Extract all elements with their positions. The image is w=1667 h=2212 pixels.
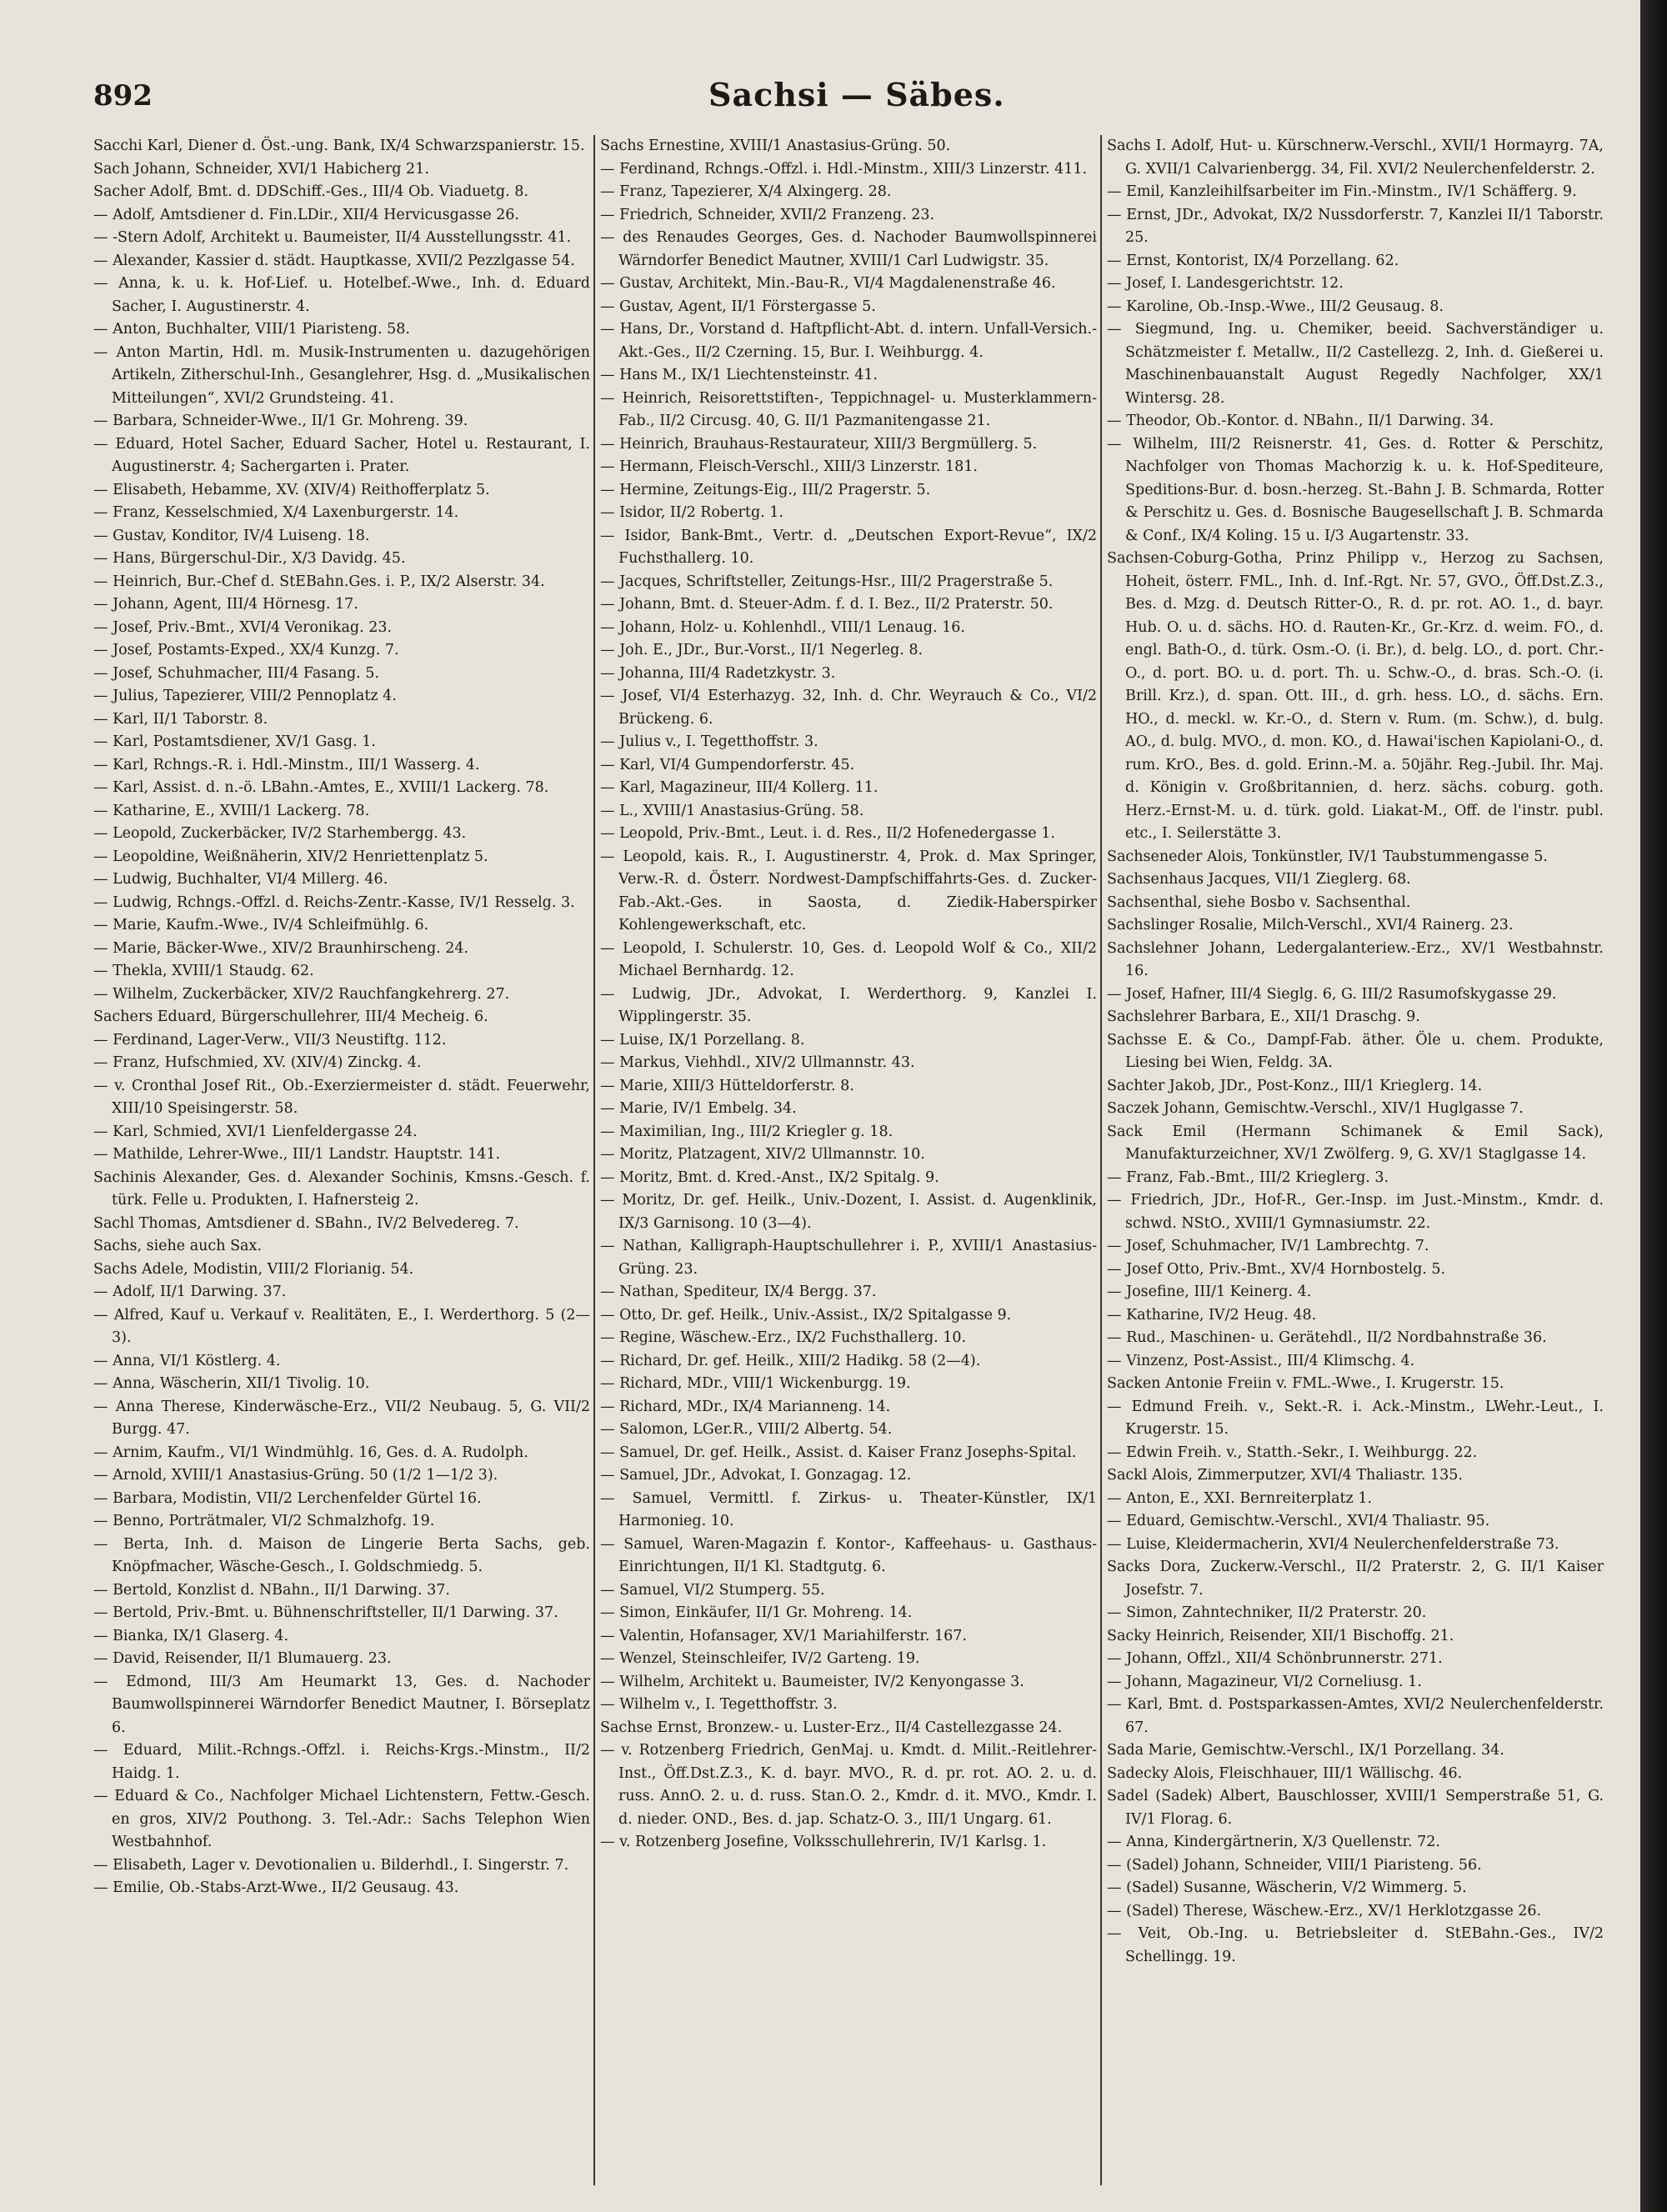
directory-entry: — Bianka, IX/1 Glaserg. 4. — [93, 1627, 289, 1644]
directory-entry: — Berta, Inh. d. Maison de Lingerie Berta Sachs, geb. Knöpfmacher, Wäsche-Gesch., I. Goldschmiedg. 5. — [93, 1535, 590, 1575]
directory-entry: — Karl, Rchngs.-R. i. Hdl.-Minstm., III/1 Wasserg. 4. — [93, 756, 480, 773]
directory-entry: — Ludwig, JDr., Advokat, I. Werderthorg. 9, Kanzlei I. Wipplingerstr. 35. — [600, 985, 1097, 1025]
directory-entry: — Nathan, Kalligraph-Hauptschullehrer i. P., XVIII/1 Anastasius-Grüng. 23. — [600, 1238, 1097, 1278]
directory-entry: — David, Reisender, II/1 Blumauerg. 23. — [93, 1650, 392, 1667]
directory-entry: — Bertold, Priv.-Bmt. u. Bühnenschriftsteller, II/1 Darwing. 37. — [93, 1604, 558, 1621]
directory-entry: — Anna Therese, Kinderwäsche-Erz., VII/2 Neubaug. 5, G. VII/2 Burgg. 47. — [93, 1398, 590, 1438]
directory-entry: — Gustav, Architekt, Min.-Bau-R., VI/4 Magdalenenstraße 46. — [600, 275, 1056, 292]
column-divider — [1100, 135, 1102, 2185]
directory-entry: — Marie, IV/1 Embelg. 34. — [600, 1100, 797, 1117]
page-header — [0, 76, 1640, 129]
directory-entry: — Leopold, kais. R., I. Augustinerstr. 4, Prok. d. Max Springer, Verw.-R. d. Österr. Nordwest-Dampfschiffahrts-Ges. d. Zucker-Fab.-Akt.-Ges. in Saosta, d. Ziedik-Haberspirker Kohlengewerkschaft, etc. — [600, 848, 1097, 933]
directory-entry: — Hermine, Zeitungs-Eig., III/2 Pragerstr. 5. — [600, 481, 931, 498]
directory-entry: — Hans, Dr., Vorstand d. Haftpflicht-Abt. d. intern. Unfall-Versich.-Akt.-Ges., II/2 Czerning. 15, Bur. I. Weihburgg. 4. — [600, 321, 1097, 361]
directory-entry: Saczek Johann, Gemischtw.-Verschl., XIV/1 Huglgasse 7. — [1107, 1100, 1524, 1117]
column-divider — [593, 135, 595, 2185]
directory-entry: — Ferdinand, Lager-Verw., VII/3 Neustiftg. 112. — [93, 1031, 447, 1048]
directory-entry: Sachslehner Johann, Ledergalanteriew.-Erz., XV/1 Westbahnstr. 16. — [1107, 939, 1604, 979]
directory-entry: — Alfred, Kauf u. Verkauf v. Realitäten, E., I. Werderthorg. 5 (2—3). — [93, 1306, 590, 1346]
directory-entry: — Katharine, E., XVIII/1 Lackerg. 78. — [93, 802, 370, 819]
directory-entry: — Moritz, Bmt. d. Kred.-Anst., IX/2 Spitalg. 9. — [600, 1169, 939, 1186]
directory-entry: — Anna, Kindergärtnerin, X/3 Quellenstr. 72. — [1107, 1834, 1440, 1850]
directory-entry: Sada Marie, Gemischtw.-Verschl., IX/1 Porzellang. 34. — [1107, 1742, 1504, 1759]
directory-entry: — Johann, Agent, III/4 Hörnesg. 17. — [93, 596, 358, 613]
page-number: 892 — [93, 79, 153, 113]
directory-entry: — -Stern Adolf, Architekt u. Baumeister, II/4 Ausstellungsstr. 41. — [93, 229, 572, 246]
directory-entry: — Richard, Dr. gef. Heilk., XIII/2 Hadikg. 58 (2—4). — [600, 1352, 981, 1369]
directory-entry: — Nathan, Spediteur, IX/4 Bergg. 37. — [600, 1284, 877, 1300]
directory-entry: — Simon, Einkäufer, II/1 Gr. Mohreng. 14. — [600, 1604, 913, 1621]
directory-entry: — (Sadel) Susanne, Wäscherin, V/2 Wimmerg. 5. — [1107, 1879, 1467, 1896]
column-3 — [1107, 135, 1604, 2194]
column-2 — [600, 135, 1097, 2194]
directory-entry: — Johann, Magazineur, VI/2 Corneliusg. 1. — [1107, 1673, 1422, 1690]
directory-entry: — Adolf, II/1 Darwing. 37. — [93, 1284, 287, 1300]
directory-entry: — Johann, Offzl., XII/4 Schönbrunnerstr. 271. — [1107, 1650, 1443, 1667]
directory-entry: — Wilhelm v., I. Tegetthoffstr. 3. — [600, 1696, 838, 1713]
directory-entry: — (Sadel) Therese, Wäschew.-Erz., XV/1 Herklotzgasse 26. — [1107, 1902, 1542, 1919]
directory-entry: — Arnold, XVIII/1 Anastasius-Grüng. 50 (1/2 1—1/2 3). — [93, 1467, 498, 1484]
directory-entry: — Veit, Ob.-Ing. u. Betriebsleiter d. StEBahn.-Ges., IV/2 Schellingg. 19. — [1107, 1925, 1604, 1965]
directory-entry: — Josef Otto, Priv.-Bmt., XV/4 Hornbostelg. 5. — [1107, 1260, 1446, 1278]
directory-entry: Sacchi Karl, Diener d. Öst.-ung. Bank, IX/4 Schwarzspanierstr. 15. — [93, 138, 585, 154]
directory-entry: — Samuel, Dr. gef. Heilk., Assist. d. Kaiser Franz Josephs-Spital. — [600, 1444, 1077, 1461]
running-head: Sachsi — Säbes. — [708, 76, 1005, 113]
directory-entry: — Josef, Postamts-Exped., XX/4 Kunzg. 7. — [93, 642, 399, 658]
directory-entry: — Josef, Hafner, III/4 Sieglg. 6, G. III/2 Rasumofskygasse 29. — [1107, 985, 1557, 1003]
directory-entry: — Richard, MDr., VIII/1 Wickenburgg. 19. — [600, 1375, 911, 1392]
directory-entry: Sachl Thomas, Amtsdiener d. SBahn., IV/2 Belvedereg. 7. — [93, 1214, 519, 1232]
directory-entry: — Otto, Dr. gef. Heilk., Univ.-Assist., IX/2 Spitalgasse 9. — [600, 1306, 1012, 1324]
directory-entry: — Samuel, Vermittl. f. Zirkus- u. Theater-Künstler, IX/1 Harmonieg. 10. — [600, 1489, 1097, 1529]
directory-entry: — Ludwig, Rchngs.-Offzl. d. Reichs-Zentr.-Kasse, IV/1 Resselg. 3. — [93, 893, 575, 911]
directory-entry: Sachs I. Adolf, Hut- u. Kürschnerw.-Verschl., XVII/1 Hormayrg. 7A, G. XVII/1 Calvarienbergg. 34, Fil. XVI/2 Neulerchenfelderstr. 2. — [1107, 138, 1604, 178]
directory-entry: — Leopoldine, Weißnäherin, XIV/2 Henriettenplatz 5. — [93, 848, 488, 865]
directory-entry: — Karl, VI/4 Gumpendorferstr. 45. — [600, 756, 855, 773]
directory-entry: — Wilhelm, Zuckerbäcker, XIV/2 Rauchfangkehrerg. 27. — [93, 985, 510, 1003]
directory-entry: — Bertold, Konzlist d. NBahn., II/1 Darwing. 37. — [93, 1581, 450, 1599]
directory-entry: — Thekla, XVIII/1 Staudg. 62. — [93, 963, 314, 979]
directory-entry: — Elisabeth, Hebamme, XV. (XIV/4) Reithofferplatz 5. — [93, 481, 490, 498]
directory-entry: — Ernst, Kontorist, IX/4 Porzellang. 62. — [1107, 252, 1399, 269]
directory-entry: — Johanna, III/4 Radetzkystr. 3. — [600, 664, 836, 682]
directory-entry: Sackl Alois, Zimmerputzer, XVI/4 Thaliastr. 135. — [1107, 1467, 1463, 1484]
directory-entry: — Emil, Kanzleihilfsarbeiter im Fin.-Minstm., IV/1 Schäfferg. 9. — [1107, 183, 1577, 200]
directory-entry: — Arnim, Kaufm., VI/1 Windmühlg. 16, Ges. d. A. Rudolph. — [93, 1444, 528, 1461]
directory-entry: — Karl, II/1 Taborstr. 8. — [93, 710, 268, 728]
directory-entry: — Karl, Schmied, XVI/1 Lienfeldergasse 24. — [93, 1123, 418, 1140]
directory-entry: — Josef, I. Landesgerichtstr. 12. — [1107, 275, 1344, 292]
directory-entry: — Samuel, JDr., Advokat, I. Gonzagag. 12. — [600, 1467, 912, 1484]
directory-entry: Sach Johann, Schneider, XVI/1 Habicherg 21. — [93, 160, 429, 178]
directory-entry: — Maximilian, Ing., III/2 Kriegler g. 18. — [600, 1123, 894, 1140]
directory-entry: — Friedrich, Schneider, XVII/2 Franzeng. 23. — [600, 206, 935, 223]
directory-entry: — Josef, Schuhmacher, III/4 Fasang. 5. — [93, 664, 379, 682]
directory-entry: — Isidor, Bank-Bmt., Vertr. d. „Deutschen Export-Revue“, IX/2 Fuchsthallerg. 10. — [600, 527, 1097, 567]
directory-entry: — Heinrich, Reisorettstiften-, Teppichnagel- u. Musterklammern-Fab., II/2 Circusg. 40, G. II/1 Pazmanitengasse 21. — [600, 389, 1097, 429]
directory-entry: — Josefine, III/1 Keinerg. 4. — [1107, 1284, 1312, 1300]
directory-entry: — Anton, Buchhalter, VIII/1 Piaristeng. 58. — [93, 321, 410, 338]
directory-entry: — Karoline, Ob.-Insp.-Wwe., III/2 Geusaug. 8. — [1107, 298, 1444, 315]
directory-entry: — v. Cronthal Josef Rit., Ob.-Exerziermeister d. städt. Feuerwehr, XIII/10 Speisingerstr. 58. — [93, 1077, 590, 1117]
directory-entry: — Eduard, Gemischtw.-Verschl., XVI/4 Thaliastr. 95. — [1107, 1513, 1490, 1529]
directory-entry: — Siegmund, Ing. u. Chemiker, beeid. Sachverständiger u. Schätzmeister f. Metallw., II/2 Castellezg. 2, Inh. d. Gießerei u. Maschinenbauanstalt August Regedly Nachfolger, XX/1 Wintersg. 28. — [1107, 321, 1604, 407]
directory-entry: Sachsen-Coburg-Gotha, Prinz Philipp v., Herzog zu Sachsen, Hoheit, österr. FML., Inh. d. Inf.-Rgt. Nr. 57, GVO., Öff.Dst.Z.3., Bes. d. Mzg. d. Deutsch Ritter-O., R. d. pr. rot. AO. 1., d. bayr. Hub. O. u. d. sächs. HO. d. Rauten-Kr., Gr.-Krz. d. weim. FO., d. engl. Bath-O., d. türk. Osm.-O. (i. Br.), d. belg. LO., d. port. Chr.-O., d. port. BO. u. d. port. Th. u. Schw.-O., d. bras. Sch.-O. (i. Brill. Krz.), d. span. Ott. III., d. grh. hess. LO., d. sächs. Ern. HO., d. meckl. w. Kr.-O., d. Stern v. Rum. (m. Schw.), d. bulg. AO., d. bulg. MVO., d. mon. KO., d. Hawai'ischen Kapiolani-O., d. rum. KrO., Bes. d. gold. Erinn.-M. a. 50jähr. Reg.-Jubil. Ihr. Maj. d. Königin v. Großbritannien, d. herz. sächs. coburg. goth. Herz.-Ernst-M. u. d. türk. gold. Liakat-M., Off. de l'instr. publ. etc., I. Seilerstätte 3. — [1107, 550, 1604, 842]
directory-entry: Sacks Dora, Zuckerw.-Verschl., II/2 Praterstr. 2, G. II/1 Kaiser Josefstr. 7. — [1107, 1559, 1604, 1599]
directory-entry: Sachs, siehe auch Sax. — [93, 1238, 262, 1254]
directory-entry: — Luise, IX/1 Porzellang. 8. — [600, 1031, 805, 1048]
directory-entry: — Alexander, Kassier d. städt. Hauptkasse, XVII/2 Pezzlgasse 54. — [93, 252, 575, 269]
directory-entry: Sachinis Alexander, Ges. d. Alexander Sochinis, Kmsns.-Gesch. f. türk. Felle u. Produkten, I. Hafnersteig 2. — [93, 1169, 590, 1209]
directory-entry: — Leopold, Priv.-Bmt., Leut. i. d. Res., II/2 Hofenedergasse 1. — [600, 825, 1055, 842]
directory-entry: — Gustav, Konditor, IV/4 Luiseng. 18. — [93, 527, 370, 544]
directory-entry: — Franz, Tapezierer, X/4 Alxingerg. 28. — [600, 183, 892, 200]
directory-entry: — Hans M., IX/1 Liechtensteinstr. 41. — [600, 367, 879, 383]
directory-entry: — Theodor, Ob.-Kontor. d. NBahn., II/1 Darwing. 34. — [1107, 413, 1494, 429]
directory-entry: — Karl, Assist. d. n.-ö. LBahn.-Amtes, E., XVIII/1 Lackerg. 78. — [93, 779, 549, 796]
directory-entry: — Vinzenz, Post-Assist., III/4 Klimschg. 4. — [1107, 1352, 1415, 1369]
directory-entry: Sachslinger Rosalie, Milch-Verschl., XVI/4 Rainerg. 23. — [1107, 917, 1514, 933]
directory-entry: — Benno, Porträtmaler, VI/2 Schmalzhofg. 19. — [93, 1513, 435, 1529]
directory-entry: — (Sadel) Johann, Schneider, VIII/1 Piaristeng. 56. — [1107, 1856, 1482, 1874]
directory-entry: Sacken Antonie Freiin v. FML.-Wwe., I. Krugerstr. 15. — [1107, 1375, 1504, 1392]
directory-entry: — Franz, Hufschmied, XV. (XIV/4) Zinckg. 4. — [93, 1054, 422, 1071]
directory-entry: — Josef, Schuhmacher, IV/1 Lambrechtg. 7. — [1107, 1238, 1429, 1254]
directory-entry: — Richard, MDr., IX/4 Marianneng. 14. — [600, 1398, 891, 1415]
directory-entry: — Wenzel, Steinschleifer, IV/2 Garteng. 19. — [600, 1650, 920, 1667]
directory-entry: Sadel (Sadek) Albert, Bauschlosser, XVIII/1 Semperstraße 51, G. IV/1 Florag. 6. — [1107, 1788, 1604, 1828]
directory-entry: — Salomon, LGer.R., VIII/2 Albertg. 54. — [600, 1421, 893, 1438]
directory-entry: — Leopold, Zuckerbäcker, IV/2 Starhembergg. 43. — [93, 825, 467, 842]
directory-entry: — Ludwig, Buchhalter, VI/4 Millerg. 46. — [93, 871, 388, 888]
directory-entry: — Adolf, Amtsdiener d. Fin.LDir., XII/4 Hervicusgasse 26. — [93, 206, 519, 223]
directory-entry: Sachsenthal, siehe Bosbo v. Sachsenthal. — [1107, 893, 1411, 911]
directory-entry: — Anton, E., XXI. Bernreiterplatz 1. — [1107, 1489, 1373, 1507]
directory-entry: — Franz, Fab.-Bmt., III/2 Krieglerg. 3. — [1107, 1169, 1389, 1186]
directory-entry: — Eduard, Hotel Sacher, Eduard Sacher, Hotel u. Restaurant, I. Augustinerstr. 4; Sachergarten i. Prater. — [93, 435, 590, 475]
directory-entry: — Barbara, Schneider-Wwe., II/1 Gr. Mohreng. 39. — [93, 413, 468, 429]
directory-entry: — Anna, Wäscherin, XII/1 Tivolig. 10. — [93, 1375, 370, 1392]
directory-entry: Sachsenhaus Jacques, VII/1 Zieglerg. 68. — [1107, 871, 1411, 888]
directory-entry: — Heinrich, Bur.-Chef d. StEBahn.Ges. i. P., IX/2 Alserstr. 34. — [93, 573, 545, 590]
directory-entry: — L., XVIII/1 Anastasius-Grüng. 58. — [600, 802, 864, 819]
directory-entry: — Valentin, Hofansager, XV/1 Mariahilferstr. 167. — [600, 1627, 967, 1644]
column-1 — [93, 135, 590, 2194]
directory-entry: — Moritz, Dr. gef. Heilk., Univ.-Dozent, I. Assist. d. Augenklinik, IX/3 Garnisong. 10 (3—4). — [600, 1192, 1097, 1232]
directory-entry: Sachsse E. & Co., Dampf-Fab. äther. Öle u. chem. Produkte, Liesing bei Wien, Feldg. 3A. — [1107, 1031, 1604, 1071]
directory-entry: — Ferdinand, Rchngs.-Offzl. i. Hdl.-Minstm., XIII/3 Linzerstr. 411. — [600, 160, 1088, 178]
directory-entry: — Simon, Zahntechniker, II/2 Praterstr. 20. — [1107, 1604, 1427, 1621]
directory-entry: — Franz, Kesselschmied, X/4 Laxenburgerstr. 14. — [93, 504, 459, 521]
directory-entry: — Isidor, II/2 Robertg. 1. — [600, 504, 783, 521]
directory-entry: — des Renaudes Georges, Ges. d. Nachoder Baumwollspinnerei Wärndorfer Benedict Mautner, XVIII/1 Carl Ludwigstr. 35. — [600, 229, 1097, 269]
directory-entry: — Anna, VI/1 Köstlerg. 4. — [93, 1352, 281, 1369]
directory-entry: — Friedrich, JDr., Hof-R., Ger.-Insp. im Just.-Minstm., Kmdr. d. schwd. NStO., XVIII/1 Gymnasiumstr. 22. — [1107, 1192, 1604, 1232]
directory-entry: — Josef, VI/4 Esterhazyg. 32, Inh. d. Chr. Weyrauch & Co., VI/2 Brückeng. 6. — [600, 688, 1097, 728]
directory-entry: — Gustav, Agent, II/1 Förstergasse 5. — [600, 298, 876, 315]
directory-entry: — Julius v., I. Tegetthoffstr. 3. — [600, 733, 818, 750]
directory-entry: — Elisabeth, Lager v. Devotionalien u. Bilderhdl., I. Singerstr. 7. — [93, 1856, 569, 1874]
directory-entry: — Wilhelm, III/2 Reisnerstr. 41, Ges. d. Rotter & Perschitz, Nachfolger von Thomas Machorzig k. u. k. Hof-Spediteure, Speditions-Bur. d. bosn.-herzeg. St.-Bahn J. B. Schmarda, Rotter & Perschitz u. Ges. d. Bosnische Baugesellschaft J. B. Schmarda & Conf., IX/4 Koling. 15 u. I/3 Augartenstr. 33. — [1107, 435, 1604, 544]
directory-entry: — Heinrich, Brauhaus-Restaurateur, XIII/3 Bergmüllerg. 5. — [600, 435, 1038, 453]
directory-entry: — Ernst, JDr., Advokat, IX/2 Nussdorferstr. 7, Kanzlei II/1 Taborstr. 25. — [1107, 206, 1604, 246]
directory-entry: — Katharine, IV/2 Heug. 48. — [1107, 1306, 1317, 1324]
book-edge — [1640, 0, 1667, 2212]
directory-entry: — Anna, k. u. k. Hof-Lief. u. Hotelbef.-Wwe., Inh. d. Eduard Sacher, I. Augustinerstr. 4. — [93, 275, 590, 315]
directory-entry: Sachs Adele, Modistin, VIII/2 Florianig. 54. — [93, 1260, 414, 1278]
directory-entry: Sachs Ernestine, XVIII/1 Anastasius-Grüng. 50. — [600, 138, 951, 154]
directory-entry: — Samuel, VI/2 Stumperg. 55. — [600, 1581, 825, 1599]
directory-entry: — Eduard & Co., Nachfolger Michael Lichtenstern, Fettw.-Gesch. en gros, XIV/2 Pouthong. 3. Tel.-Adr.: Sachs Telephon Wien Westbahnhof. — [93, 1788, 590, 1850]
directory-entry: — Eduard, Milit.-Rchngs.-Offzl. i. Reichs-Krgs.-Minstm., II/2 Haidg. 1. — [93, 1742, 590, 1782]
directory-entry: — Hans, Bürgerschul-Dir., X/3 Davidg. 45. — [93, 550, 406, 567]
directory-entry: — Josef, Priv.-Bmt., XVI/4 Veronikag. 23. — [93, 618, 393, 636]
directory-entry: — Regine, Wäschew.-Erz., IX/2 Fuchsthallerg. 10. — [600, 1329, 967, 1346]
directory-entry: Sacher Adolf, Bmt. d. DDSchiff.-Ges., III/4 Ob. Viaduetg. 8. — [93, 183, 528, 200]
directory-entry: — Johann, Holz- u. Kohlenhdl., VIII/1 Lenaug. 16. — [600, 618, 965, 636]
directory-entry: Sachse Ernst, Bronzew.- u. Luster-Erz., II/4 Castellezgasse 24. — [600, 1719, 1063, 1736]
directory-entry: — v. Rotzenberg Josefine, Volksschullehrerin, IV/1 Karlsg. 1. — [600, 1834, 1047, 1850]
directory-entry: — Marie, Bäcker-Wwe., XIV/2 Braunhirscheng. 24. — [93, 939, 469, 957]
directory-entry: — Jacques, Schriftsteller, Zeitungs-Hsr., III/2 Pragerstraße 5. — [600, 573, 1054, 590]
directory-entry: — Edmond, III/3 Am Heumarkt 13, Ges. d. Nachoder Baumwollspinnerei Wärndorfer Benedict Mautner, I. Börseplatz 6. — [93, 1673, 590, 1736]
directory-entry: — Anton Martin, Hdl. m. Musik-Instrumenten u. dazugehörigen Artikeln, Zitherschul-Inh., Gesanglehrer, Hsg. d. „Musikalischen Mitteilungen“, XVI/2 Grundsteing. 41. — [93, 343, 590, 407]
directory-entry: Sachseneder Alois, Tonkünstler, IV/1 Taubstummengasse 5. — [1107, 848, 1548, 865]
directory-entry: Sack Emil (Hermann Schimanek & Emil Sack), Manufakturzeichner, XV/1 Zwölferg. 9, G. XV/1 Staglgasse 14. — [1107, 1123, 1604, 1163]
directory-entry: — Emilie, Ob.-Stabs-Arzt-Wwe., II/2 Geusaug. 43. — [93, 1879, 459, 1896]
directory-entry: — Samuel, Waren-Magazin f. Kontor-, Kaffeehaus- u. Gasthaus-Einrichtungen, II/1 Kl. Stadtgutg. 6. — [600, 1535, 1097, 1575]
directory-entry: Sachslehrer Barbara, E., XII/1 Draschg. 9. — [1107, 1008, 1420, 1025]
directory-entry: — Marie, Kaufm.-Wwe., IV/4 Schleifmühlg. 6. — [93, 917, 429, 933]
directory-entry: — Moritz, Platzagent, XIV/2 Ullmannstr. 10. — [600, 1146, 925, 1163]
directory-entry: — Joh. E., JDr., Bur.-Vorst., II/1 Negerleg. 8. — [600, 642, 924, 658]
directory-entry: Sadecky Alois, Fleischhauer, III/1 Wällischg. 46. — [1107, 1764, 1463, 1782]
directory-entry: Sachers Eduard, Bürgerschullehrer, III/4 Mecheig. 6. — [93, 1008, 488, 1025]
directory-entry: — Mathilde, Lehrer-Wwe., III/1 Landstr. Hauptstr. 141. — [93, 1146, 501, 1163]
directory-entry: — Karl, Postamtsdiener, XV/1 Gasg. 1. — [93, 733, 376, 750]
directory-entry: — Edmund Freih. v., Sekt.-R. i. Ack.-Minstm., LWehr.-Leut., I. Krugerstr. 15. — [1107, 1398, 1604, 1438]
directory-entry: — Luise, Kleidermacherin, XVI/4 Neulerchenfelderstraße 73. — [1107, 1535, 1559, 1553]
directory-entry: — Julius, Tapezierer, VIII/2 Pennoplatz 4. — [93, 688, 397, 704]
directory-entry: — Rud., Maschinen- u. Gerätehdl., II/2 Nordbahnstraße 36. — [1107, 1329, 1547, 1346]
directory-entry: — Hermann, Fleisch-Verschl., XIII/3 Linzerstr. 181. — [600, 458, 978, 475]
directory-entry: Sacky Heinrich, Reisender, XII/1 Bischoffg. 21. — [1107, 1627, 1454, 1644]
directory-entry: — Barbara, Modistin, VII/2 Lerchenfelder Gürtel 16. — [93, 1489, 482, 1507]
directory-entry: — v. Rotzenberg Friedrich, GenMaj. u. Kmdt. d. Milit.-Reitlehrer-Inst., Öff.Dst.Z.3., K. d. bayr. MVO., R. d. pr. rot. AO. 2. u. d. russ. AnnO. 2. u. d. russ. Stan.O. 2., Kmdr. d. it. MVO., Kmdr. I. d. nieder. OND., Bes. d. jap. Schatz-O. 3., III/1 Ungarg. 61. — [600, 1742, 1097, 1828]
directory-entry: Sachter Jakob, JDr., Post-Konz., III/1 Krieglerg. 14. — [1107, 1077, 1483, 1094]
directory-entry: — Marie, XIII/3 Hütteldorferstr. 8. — [600, 1077, 854, 1094]
directory-entry: — Edwin Freih. v., Statth.-Sekr., I. Weihburgg. 22. — [1107, 1444, 1478, 1461]
directory-entry: — Markus, Viehhdl., XIV/2 Ullmannstr. 43. — [600, 1054, 915, 1071]
directory-entry: — Karl, Bmt. d. Postsparkassen-Amtes, XVI/2 Neulerchenfelderstr. 67. — [1107, 1696, 1604, 1736]
directory-entry: — Leopold, I. Schulerstr. 10, Ges. d. Leopold Wolf & Co., XII/2 Michael Bernhardg. 12. — [600, 939, 1097, 979]
directory-entry: — Karl, Magazineur, III/4 Kollerg. 11. — [600, 779, 879, 796]
directory-entry: — Wilhelm, Architekt u. Baumeister, IV/2 Kenyongasse 3. — [600, 1673, 1024, 1690]
directory-entry: — Johann, Bmt. d. Steuer-Adm. f. d. I. Bez., II/2 Praterstr. 50. — [600, 596, 1054, 613]
